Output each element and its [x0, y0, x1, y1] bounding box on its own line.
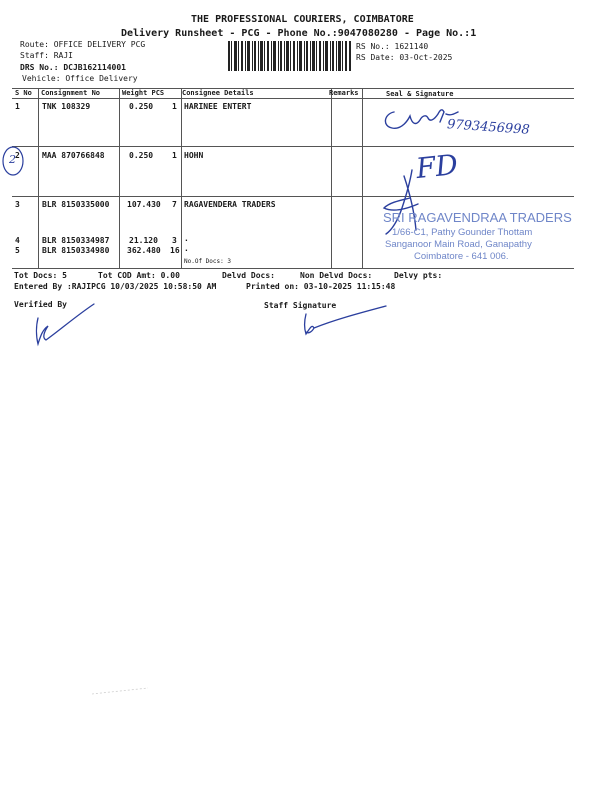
row-divider: [12, 146, 574, 147]
header-consignment: Consignment No: [41, 89, 101, 97]
table-row-pcs: 1: [172, 102, 177, 111]
staff-signature-mark: [300, 304, 390, 336]
column-divider: [181, 88, 182, 268]
header-sno: S No: [15, 89, 32, 97]
stamp-address-line2: Sanganoor Main Road, Ganapathy: [385, 239, 532, 250]
route-label: Route: OFFICE DELIVERY PCG: [20, 40, 146, 49]
table-row-consignee: HARINEE ENTERT: [184, 102, 252, 111]
stamp-address-line1: 1/66-C1, Pathy Gounder Thottam: [392, 227, 533, 238]
table-row-pcs: 16: [170, 246, 180, 255]
table-row-pcs: 3: [172, 236, 177, 245]
table-row-weight: 362.480: [127, 246, 161, 255]
no-of-docs: No.Of Docs: 3: [184, 258, 231, 265]
table-row-weight: 21.120: [129, 236, 158, 245]
table-row-weight: 107.430: [127, 200, 161, 209]
stamp-company-name: SRI RAGAVENDRAA TRADERS: [383, 210, 572, 225]
table-row-pcs: 1: [172, 151, 177, 160]
entered-by: Entered By :RAJIPCG 10/03/2025 10:58:50 AM: [14, 282, 217, 291]
barcode: [228, 41, 352, 71]
delvy-pts: Delvy pts:: [394, 271, 443, 280]
staff-signature-label: Staff Signature: [264, 301, 337, 310]
row2-initials-handwritten: FD: [414, 147, 460, 186]
table-bottom-border: [12, 268, 574, 269]
row1-phone-handwritten: 9793456998: [446, 117, 531, 138]
header-weight-pcs: Weight PCS: [122, 89, 165, 97]
runsheet-subtitle: Delivery Runsheet - PCG - Phone No.:9047080280 - Page No.:1: [121, 28, 477, 39]
vehicle-label: Vehicle: Office Delivery: [22, 74, 138, 83]
table-row-sno: 3: [15, 200, 20, 209]
table-header-border: [12, 98, 574, 99]
header-remarks: Remarks: [329, 89, 359, 97]
drs-number: DRS No.: DCJB162114001: [20, 63, 126, 72]
column-divider: [119, 88, 120, 268]
table-row-sno: 1: [15, 102, 20, 111]
stamp-address-line3: Coimbatore - 641 006.: [414, 251, 509, 262]
delvd-docs: Delvd Docs:: [222, 271, 275, 280]
table-row-consignee: .: [184, 244, 189, 253]
scan-artifact: [90, 686, 150, 696]
header-seal-signature: Seal & Signature: [386, 90, 454, 98]
table-row-weight: 0.250: [129, 151, 154, 160]
rs-date: RS Date: 03-Oct-2025: [356, 53, 453, 62]
row-divider: [12, 196, 574, 197]
table-row-consignee: .: [184, 234, 189, 243]
table-row-consignment: BLR 8150334980: [42, 246, 110, 255]
table-row-consignment: BLR 8150335000: [42, 200, 110, 209]
rs-number: RS No.: 1621140: [356, 42, 429, 51]
column-divider: [331, 88, 332, 268]
tot-docs: Tot Docs: 5: [14, 271, 67, 280]
non-delvd-docs: Non Delvd Docs:: [300, 271, 373, 280]
staff-label: Staff: RAJI: [20, 51, 73, 60]
table-row-consignment: BLR 8150334987: [42, 236, 110, 245]
header-consignee: Consignee Details: [182, 89, 254, 97]
table-row-sno: 2: [15, 151, 20, 160]
tot-cod-amt: Tot COD Amt: 0.00: [98, 271, 180, 280]
row2-circled-number: 2: [9, 153, 16, 166]
verified-by-signature: [32, 300, 102, 348]
table-row-sno: 5: [15, 246, 20, 255]
table-row-sno: 4: [15, 236, 20, 245]
table-row-consignment: TNK 108329: [42, 102, 91, 111]
column-divider: [38, 88, 39, 268]
table-row-consignment: MAA 870766848: [42, 151, 105, 160]
table-row-consignee: HOHN: [184, 151, 204, 160]
table-row-consignee: RAGAVENDERA TRADERS: [184, 200, 276, 209]
column-divider: [362, 88, 363, 268]
table-row-weight: 0.250: [129, 102, 154, 111]
verified-by-label: Verified By: [14, 300, 67, 309]
company-name: THE PROFESSIONAL COURIERS, COIMBATORE: [191, 14, 414, 25]
table-row-pcs: 7: [172, 200, 177, 209]
printed-on: Printed on: 03-10-2025 11:15:48: [246, 282, 396, 291]
